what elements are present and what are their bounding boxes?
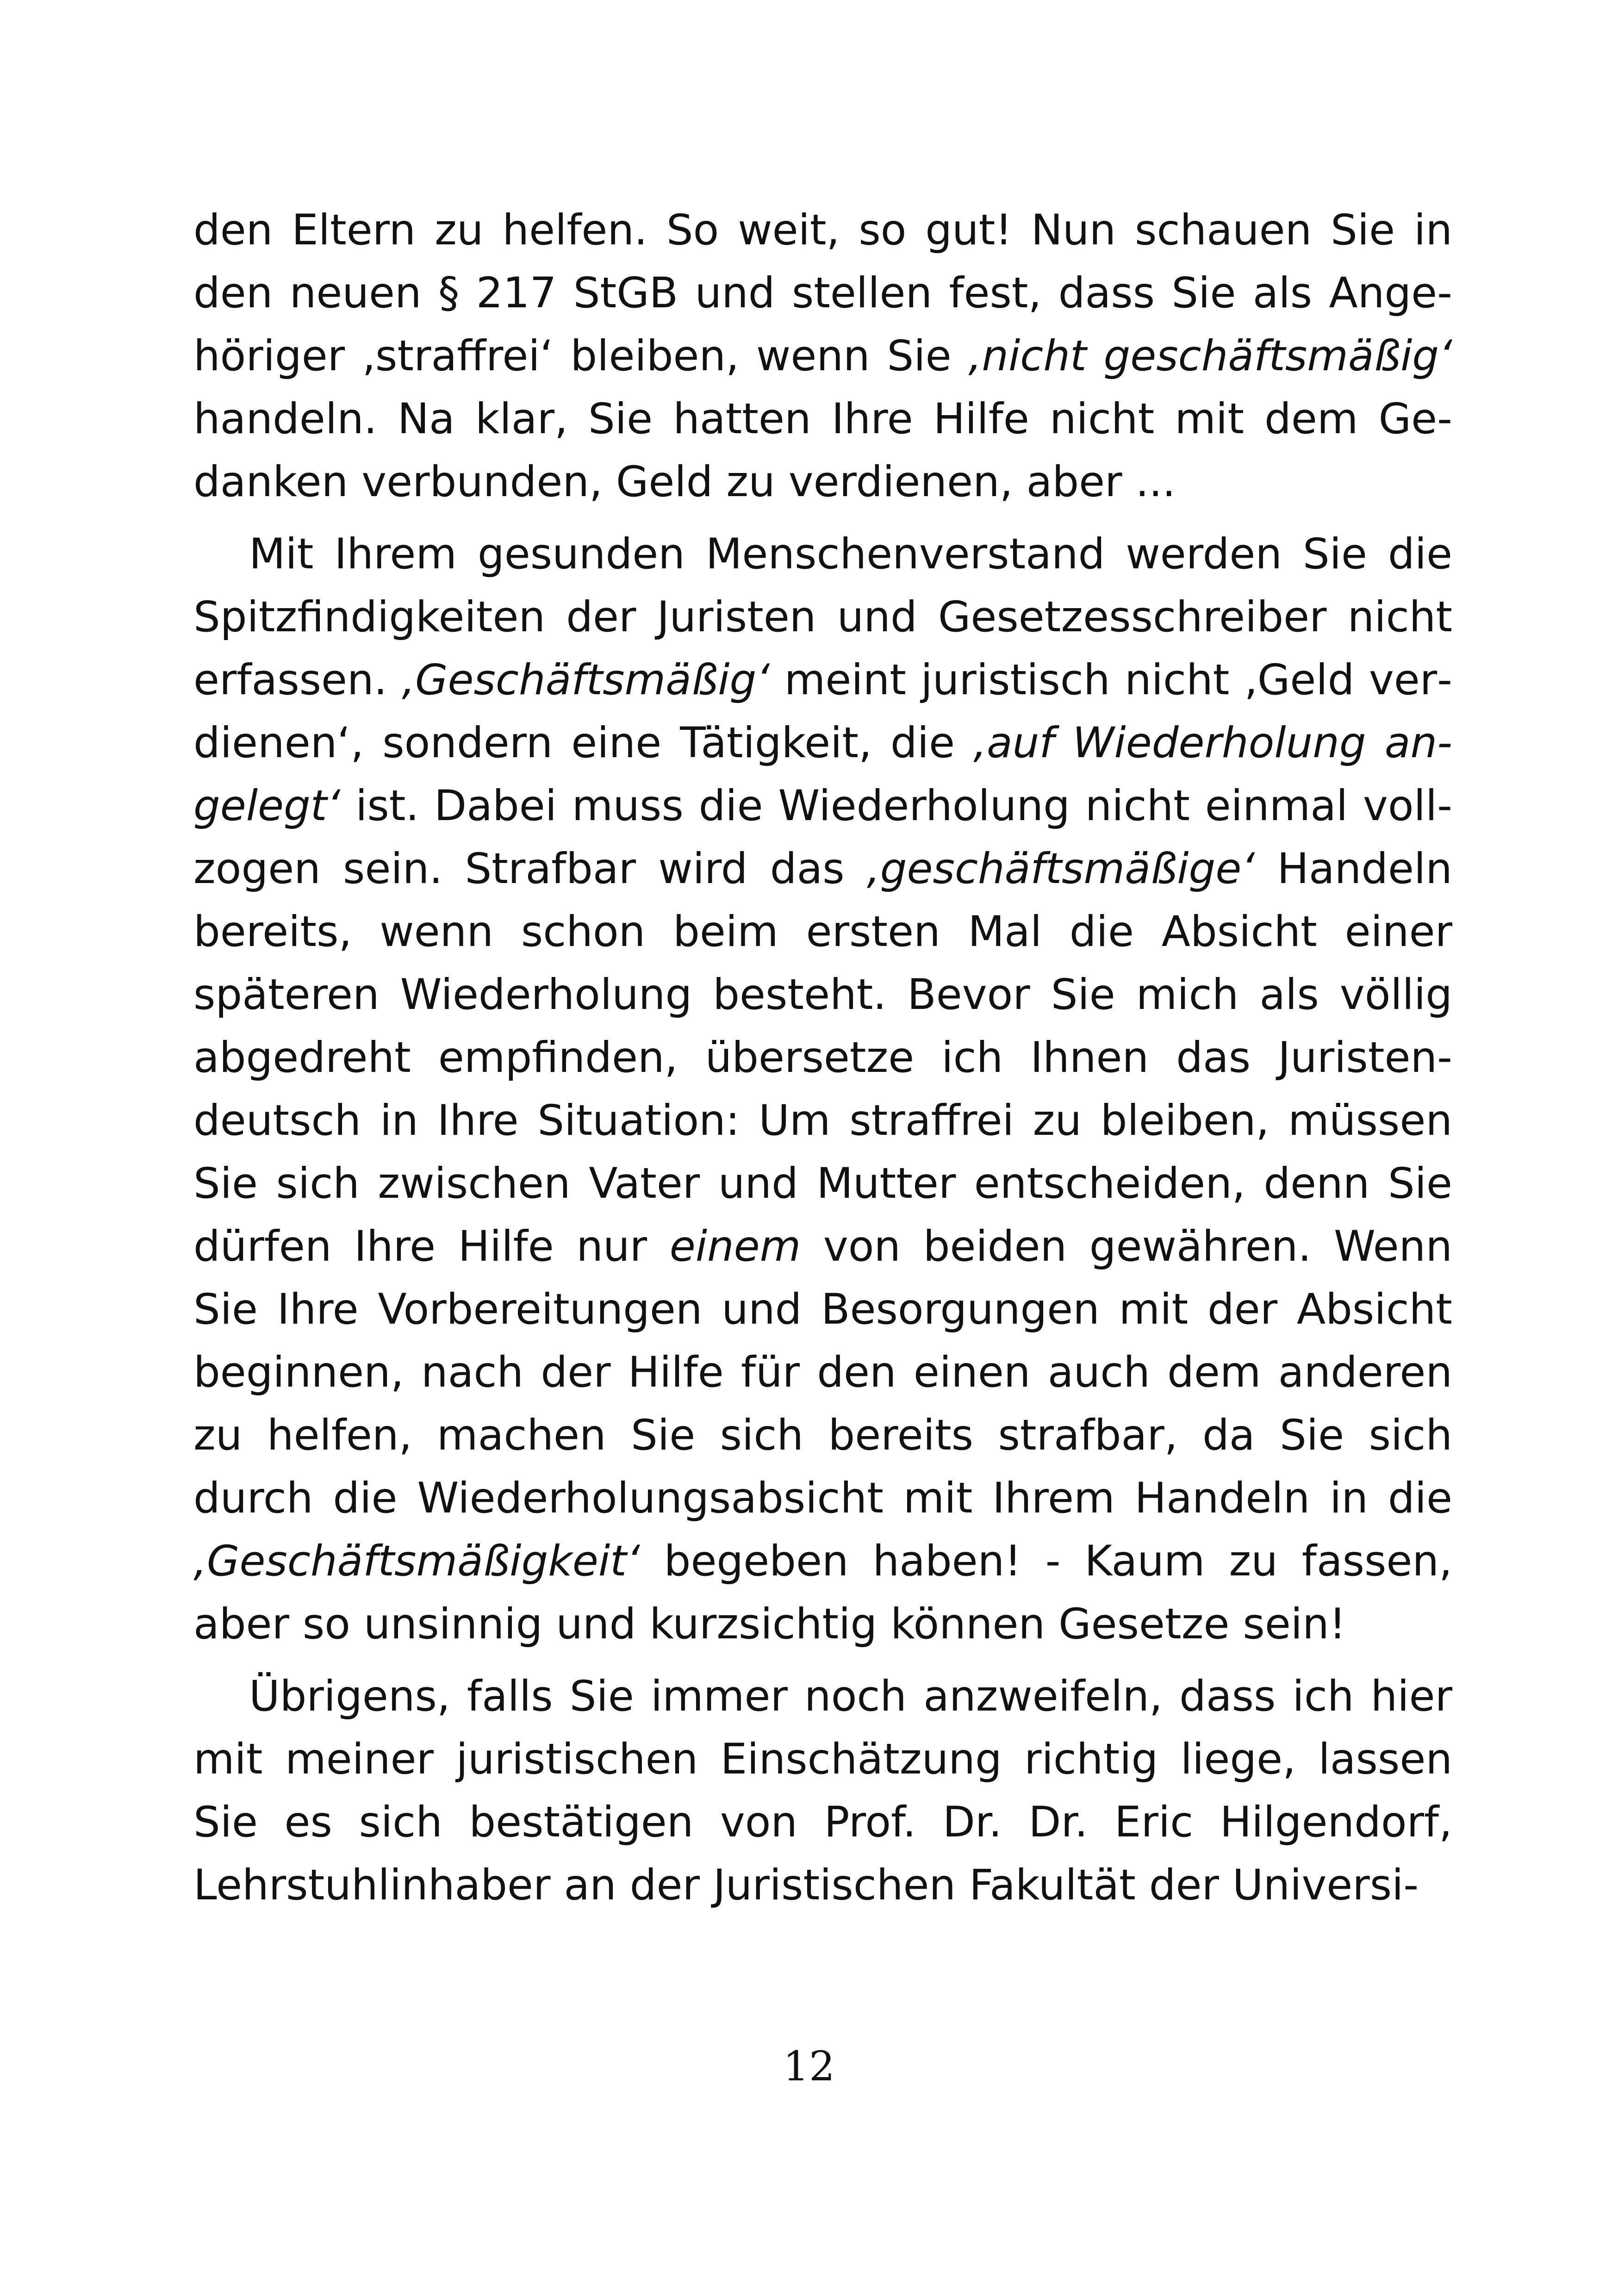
- emphasis-text: ‚geschäftsmäßige‘: [866, 845, 1255, 893]
- text-segment: den Eltern zu helfen. So weit, so gut! Nun schauen Sie in den neuen § 217 StGB und stellen fest, dass Sie als Angehöriger ‚straffrei‘ bleiben, wenn Sie: [193, 206, 1452, 380]
- paragraph-3: [193, 1665, 1452, 1917]
- text-segment: ist. Dabei muss die Wiederholung nicht einmal vollzogen sein. Strafbar wird das: [193, 782, 1452, 893]
- text-segment: von beiden gewähren. Wenn Sie Ihre Vorbereitungen und Besorgungen mit der Absicht beginnen, nach der Hilfe für den einen auch dem anderen zu helfen, machen Sie sich bereits strafbar, da Sie sich durch die Wiederholungsabsicht mit Ihrem Handeln in die: [193, 1222, 1452, 1523]
- emphasis-text: einem: [669, 1222, 801, 1271]
- text-segment: Mit Ihrem gesunden Menschenverstand werden Sie die Spitzfindigkeiten der Juristen und Gesetzesschreiber nicht erfassen.: [193, 530, 1452, 704]
- paragraph-1: [193, 199, 1452, 514]
- text-segment: begeben haben! - Kaum zu fassen, aber so unsinnig und kurzsichtig können Gesetze sein!: [193, 1537, 1452, 1649]
- page-body: [193, 199, 1452, 1926]
- text-segment: Handeln bereits, wenn schon beim ersten Mal die Absicht einer späteren Wiederholung besteht. Bevor Sie mich als völlig abgedreht empfinden, übersetze ich Ihnen das Juristendeutsch in Ihre Situation: Um straffrei zu bleiben, müssen Sie sich zwischen Vater und Mutter entscheiden, denn Sie dürfen Ihre Hilfe nur: [193, 845, 1452, 1271]
- page-number: 12: [783, 2042, 835, 2090]
- text-segment: handeln. Na klar, Sie hatten Ihre Hilfe nicht mit dem Gedanken verbunden, Geld zu verdienen, aber ...: [193, 395, 1452, 506]
- emphasis-text: ‚nicht geschäftsmäßig‘: [968, 332, 1452, 380]
- paragraph-2: [193, 523, 1452, 1656]
- emphasis-text: ‚Geschäftsmäßigkeit‘: [193, 1537, 640, 1586]
- emphasis-text: ‚auf Wiederholung angelegt‘: [193, 719, 1452, 830]
- text-segment: Übrigens, falls Sie immer noch anzweifeln, dass ich hier mit meiner juristischen Einschätzung richtig liege, lassen Sie es sich bestätigen von Prof. Dr. Dr. Eric Hilgendorf, Lehrstuhlinhaber an der Juristischen Fakultät der Universi-: [193, 1672, 1452, 1910]
- text-segment: meint juristisch nicht ‚Geld verdienen‘, sondern eine Tätigkeit, die: [193, 656, 1452, 767]
- emphasis-text: ‚Geschäftsmäßig‘: [402, 656, 770, 704]
